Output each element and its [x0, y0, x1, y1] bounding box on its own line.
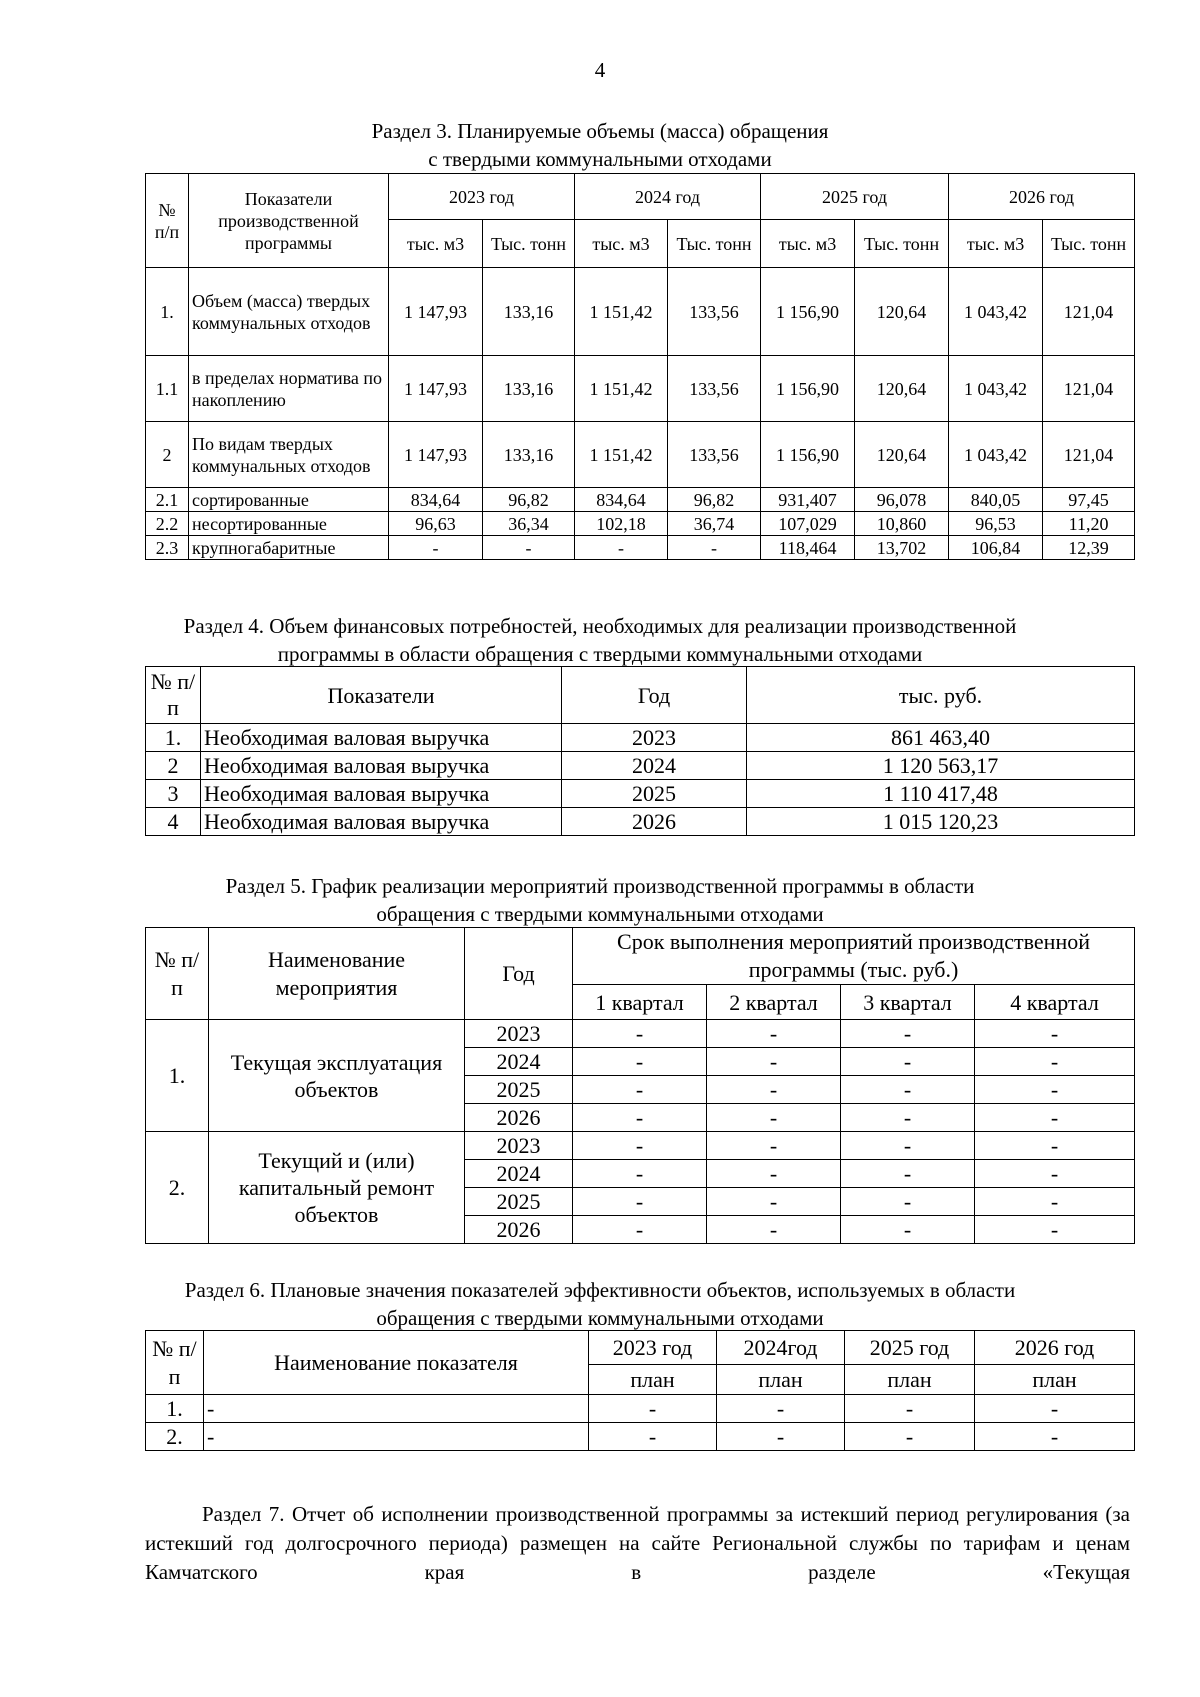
row-year: 2024 [562, 752, 747, 780]
s3-unit-m3: тыс. м3 [575, 220, 668, 268]
s5-header-quarter: 3 квартал [841, 985, 975, 1020]
value-cell: 1 151,42 [575, 268, 668, 356]
quarter-cell: - [573, 1020, 707, 1048]
s3-unit-t: Тыс. тонн [1043, 220, 1135, 268]
value-cell: 1 147,93 [389, 356, 483, 422]
section6-title [0, 1276, 1200, 1332]
s3-unit-m3: тыс. м3 [389, 220, 483, 268]
row-indicator: - [204, 1395, 589, 1423]
s6-header-plan: план [975, 1365, 1135, 1395]
value-cell: 120,64 [855, 422, 949, 488]
s5-header-quarter: 4 квартал [975, 985, 1135, 1020]
section4-title-line2: программы в области обращения с твердыми коммунальными отходами [277, 642, 923, 666]
section5-title [0, 872, 1200, 928]
s3-header-year: 2025 год [761, 174, 949, 220]
value-cell: 96,078 [855, 488, 949, 512]
value-cell: 12,39 [1043, 536, 1135, 560]
section4-table [145, 666, 1135, 836]
value-cell: 133,16 [483, 356, 575, 422]
quarter-cell: - [573, 1104, 707, 1132]
value-cell: - [975, 1423, 1135, 1451]
value-cell: - [575, 536, 668, 560]
value-cell: 133,56 [668, 422, 761, 488]
section6-title-line2: обращения с твердыми коммунальными отходами [376, 1306, 824, 1330]
row-year: 2025 [562, 780, 747, 808]
section3-table [145, 173, 1135, 560]
quarter-cell: - [707, 1160, 841, 1188]
section5-table [145, 927, 1135, 1244]
section6-table [145, 1330, 1135, 1451]
s6-header-plan: план [717, 1365, 845, 1395]
value-cell: 1 147,93 [389, 268, 483, 356]
quarter-cell: - [975, 1104, 1135, 1132]
quarter-cell: - [975, 1160, 1135, 1188]
table-row [146, 1395, 1135, 1423]
row-amount: 1 015 120,23 [747, 808, 1135, 836]
quarter-cell: - [975, 1020, 1135, 1048]
value-cell: 1 043,42 [949, 356, 1043, 422]
value-cell: 36,34 [483, 512, 575, 536]
quarter-cell: - [975, 1076, 1135, 1104]
row-number: 4 [146, 808, 201, 836]
s4-header-num: № п/п [146, 667, 201, 724]
value-cell: 1 043,42 [949, 422, 1043, 488]
s6-header-name: Наименование показателя [204, 1331, 589, 1395]
table-row [146, 512, 1135, 536]
value-cell: 840,05 [949, 488, 1043, 512]
row-amount: 1 110 417,48 [747, 780, 1135, 808]
value-cell: 13,702 [855, 536, 949, 560]
row-year: 2026 [465, 1216, 573, 1244]
quarter-cell: - [841, 1216, 975, 1244]
value-cell: 931,407 [761, 488, 855, 512]
value-cell: 36,74 [668, 512, 761, 536]
row-indicator: в пределах норматива по накоплению [189, 356, 389, 422]
section3-title-line1: Раздел 3. Планируемые объемы (масса) обращения [371, 119, 829, 143]
quarter-cell: - [975, 1188, 1135, 1216]
value-cell: 121,04 [1043, 268, 1135, 356]
value-cell: 1 151,42 [575, 356, 668, 422]
s4-header-indicator: Показатели [201, 667, 562, 724]
table-row [146, 488, 1135, 512]
value-cell: 1 156,90 [761, 422, 855, 488]
row-year: 2024 [465, 1048, 573, 1076]
s3-unit-m3: тыс. м3 [949, 220, 1043, 268]
section4-title [0, 612, 1200, 668]
section6-title-line1: Раздел 6. Плановые значения показателей эффективности объектов, используемых в области [184, 1278, 1016, 1302]
s6-header-num: № п/п [146, 1331, 204, 1395]
row-year: 2023 [562, 724, 747, 752]
quarter-cell: - [975, 1132, 1135, 1160]
table-row [146, 780, 1135, 808]
row-number: 1. [146, 1395, 204, 1423]
value-cell: 96,53 [949, 512, 1043, 536]
value-cell: 1 151,42 [575, 422, 668, 488]
quarter-cell: - [841, 1048, 975, 1076]
row-indicator: Объем (масса) твердых коммунальных отходов [189, 268, 389, 356]
s3-unit-m3: тыс. м3 [761, 220, 855, 268]
row-indicator: Необходимая валовая выручка [201, 724, 562, 752]
value-cell: - [483, 536, 575, 560]
s5-header-num: № п/п [146, 928, 209, 1020]
table-row [146, 724, 1135, 752]
s6-header-plan: план [589, 1365, 717, 1395]
s3-header-year: 2024 год [575, 174, 761, 220]
group-number: 2. [146, 1132, 209, 1244]
s4-header-amount: тыс. руб. [747, 667, 1135, 724]
section7-paragraph [145, 1500, 1130, 1587]
page-number: 4 [594, 58, 606, 82]
value-cell: 96,82 [483, 488, 575, 512]
s3-header-year: 2026 год [949, 174, 1135, 220]
table-row [146, 536, 1135, 560]
value-cell: 120,64 [855, 268, 949, 356]
row-number: 2.3 [146, 536, 189, 560]
quarter-cell: - [707, 1104, 841, 1132]
s6-header-year: 2025 год [845, 1331, 975, 1365]
row-number: 2.1 [146, 488, 189, 512]
quarter-cell: - [573, 1216, 707, 1244]
s3-unit-t: Тыс. тонн [855, 220, 949, 268]
section7-text: Раздел 7. Отчет об исполнении производственной программы за истекший период регулирования (за истекший год долгосрочного периода) размещен на сайте Региональной службы по тарифам и ценам Камчатского края в разделе «Текущая [145, 1502, 1130, 1584]
quarter-cell: - [841, 1104, 975, 1132]
value-cell: 1 156,90 [761, 356, 855, 422]
quarter-cell: - [841, 1076, 975, 1104]
table-row [146, 1423, 1135, 1451]
value-cell: 10,860 [855, 512, 949, 536]
group-name: Текущий и (или) капитальный ремонт объектов [209, 1132, 465, 1244]
quarter-cell: - [841, 1020, 975, 1048]
quarter-cell: - [707, 1048, 841, 1076]
quarter-cell: - [573, 1160, 707, 1188]
row-number: 2. [146, 1423, 204, 1451]
value-cell: 106,84 [949, 536, 1043, 560]
table-row [146, 752, 1135, 780]
row-year: 2026 [465, 1104, 573, 1132]
table-row [146, 808, 1135, 836]
value-cell: - [845, 1423, 975, 1451]
row-indicator: крупногабаритные [189, 536, 389, 560]
quarter-cell: - [841, 1188, 975, 1216]
s6-header-year: 2024год [717, 1331, 845, 1365]
s3-header-num: № п/п [146, 174, 189, 268]
value-cell: - [717, 1423, 845, 1451]
s5-header-quarter: 2 квартал [707, 985, 841, 1020]
value-cell: 133,56 [668, 268, 761, 356]
value-cell: 11,20 [1043, 512, 1135, 536]
section5-title-line2: обращения с твердыми коммунальными отходами [376, 902, 824, 926]
s5-header-period: Срок выполнения мероприятий производственной программы (тыс. руб.) [573, 928, 1135, 985]
value-cell: 120,64 [855, 356, 949, 422]
value-cell: 1 156,90 [761, 268, 855, 356]
quarter-cell: - [707, 1020, 841, 1048]
value-cell: 96,82 [668, 488, 761, 512]
row-year: 2025 [465, 1188, 573, 1216]
row-number: 1.1 [146, 356, 189, 422]
row-year: 2023 [465, 1132, 573, 1160]
value-cell: 1 043,42 [949, 268, 1043, 356]
value-cell: 97,45 [1043, 488, 1135, 512]
value-cell: 118,464 [761, 536, 855, 560]
value-cell: - [389, 536, 483, 560]
row-year: 2024 [465, 1160, 573, 1188]
row-indicator: - [204, 1423, 589, 1451]
row-year: 2025 [465, 1076, 573, 1104]
row-amount: 861 463,40 [747, 724, 1135, 752]
row-number: 2.2 [146, 512, 189, 536]
section4-title-line1: Раздел 4. Объем финансовых потребностей, необходимых для реализации производственной [183, 614, 1017, 638]
row-indicator: Необходимая валовая выручка [201, 780, 562, 808]
row-number: 3 [146, 780, 201, 808]
group-name: Текущая эксплуатация объектов [209, 1020, 465, 1132]
value-cell: 121,04 [1043, 356, 1135, 422]
s3-header-indicator: Показатели производственной программы [189, 174, 389, 268]
quarter-cell: - [573, 1048, 707, 1076]
section3-title [0, 117, 1200, 173]
quarter-cell: - [841, 1160, 975, 1188]
s3-header-year: 2023 год [389, 174, 575, 220]
s3-unit-t: Тыс. тонн [668, 220, 761, 268]
row-number: 2 [146, 752, 201, 780]
row-indicator: Необходимая валовая выручка [201, 752, 562, 780]
row-amount: 1 120 563,17 [747, 752, 1135, 780]
row-number: 2 [146, 422, 189, 488]
s5-header-name: Наименование мероприятия [209, 928, 465, 1020]
quarter-cell: - [573, 1188, 707, 1216]
value-cell: - [717, 1395, 845, 1423]
value-cell: 121,04 [1043, 422, 1135, 488]
table-row [146, 356, 1135, 422]
quarter-cell: - [573, 1076, 707, 1104]
value-cell: 133,16 [483, 422, 575, 488]
quarter-cell: - [573, 1132, 707, 1160]
row-indicator: Необходимая валовая выручка [201, 808, 562, 836]
s5-header-year: Год [465, 928, 573, 1020]
value-cell: 107,029 [761, 512, 855, 536]
value-cell: 133,16 [483, 268, 575, 356]
s6-header-plan: план [845, 1365, 975, 1395]
value-cell: 834,64 [575, 488, 668, 512]
value-cell: - [668, 536, 761, 560]
value-cell: - [975, 1395, 1135, 1423]
table-row [146, 268, 1135, 356]
s6-header-year: 2026 год [975, 1331, 1135, 1365]
value-cell: - [589, 1395, 717, 1423]
quarter-cell: - [707, 1132, 841, 1160]
row-year: 2023 [465, 1020, 573, 1048]
s3-unit-t: Тыс. тонн [483, 220, 575, 268]
quarter-cell: - [707, 1188, 841, 1216]
row-number: 1. [146, 724, 201, 752]
s6-header-year: 2023 год [589, 1331, 717, 1365]
value-cell: 102,18 [575, 512, 668, 536]
value-cell: 133,56 [668, 356, 761, 422]
s5-header-quarter: 1 квартал [573, 985, 707, 1020]
row-year: 2026 [562, 808, 747, 836]
row-indicator: несортированные [189, 512, 389, 536]
quarter-cell: - [707, 1076, 841, 1104]
value-cell: - [845, 1395, 975, 1423]
value-cell: 96,63 [389, 512, 483, 536]
quarter-cell: - [841, 1132, 975, 1160]
value-cell: 834,64 [389, 488, 483, 512]
value-cell: 1 147,93 [389, 422, 483, 488]
section3-title-line2: с твердыми коммунальными отходами [428, 147, 772, 171]
row-indicator: сортированные [189, 488, 389, 512]
quarter-cell: - [707, 1216, 841, 1244]
table-row [146, 1020, 1135, 1048]
section5-title-line1: Раздел 5. График реализации мероприятий производственной программы в области [225, 874, 975, 898]
quarter-cell: - [975, 1048, 1135, 1076]
s4-header-year: Год [562, 667, 747, 724]
quarter-cell: - [975, 1216, 1135, 1244]
row-number: 1. [146, 268, 189, 356]
table-row [146, 1132, 1135, 1160]
table-row [146, 422, 1135, 488]
value-cell: - [589, 1423, 717, 1451]
row-indicator: По видам твердых коммунальных отходов [189, 422, 389, 488]
group-number: 1. [146, 1020, 209, 1132]
